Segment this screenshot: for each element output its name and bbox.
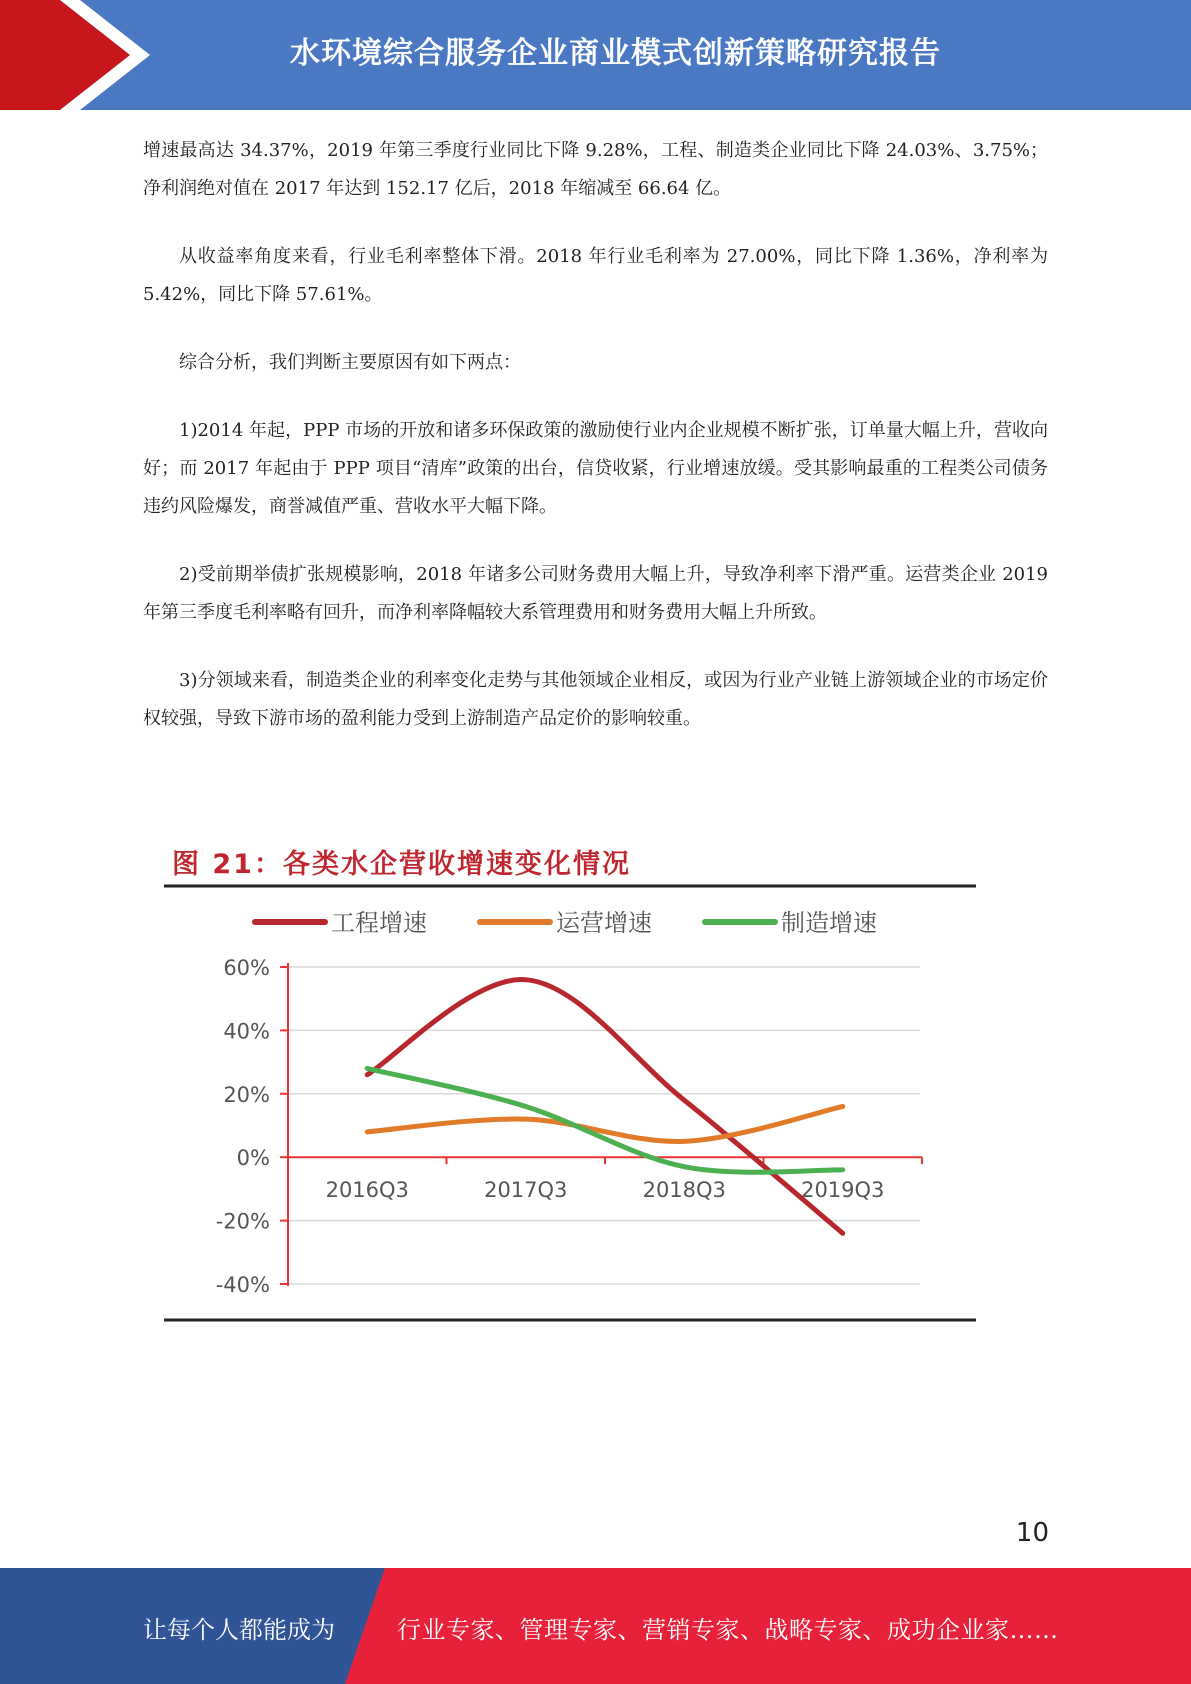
paragraph: 2)受前期举债扩张规模影响，2018 年诸多公司财务费用大幅上升，导致净利率下滑严重。运营类企业 2019 年第三季度毛利率略有回升，而净利率降幅较大系管理费用和财务费用大幅上升所致。 — [143, 564, 1048, 623]
page-number: 10 — [1015, 1518, 1049, 1548]
y-tick-label: 20% — [223, 1082, 270, 1107]
legend-label: 运营增速 — [556, 909, 652, 937]
y-tick-label: 60% — [223, 956, 270, 980]
paragraph: 增速最高达 34.37%，2019 年第三季度行业同比下降 9.28%，工程、制造类企业同比下降 24.03%、3.75%；净利润绝对值在 2017 年达到 152.17 亿后，2018 年缩减至 66.64 亿。 — [143, 140, 1048, 199]
series-line — [367, 980, 843, 1234]
y-tick-label: -40% — [215, 1273, 270, 1297]
report-body — [143, 132, 1048, 768]
footer-slogan-right: 行业专家、管理专家、营销专家、战略专家、成功企业家…… — [397, 1616, 1059, 1644]
x-tick-label: 2017Q3 — [484, 1178, 568, 1203]
page-header — [0, 0, 1191, 110]
paragraph: 从收益率角度来看，行业毛利率整体下滑。2018 年行业毛利率为 27.00%，同比下降 1.36%，净利率为 5.42%，同比下降 57.61%。 — [143, 246, 1048, 305]
header-title: 水环境综合服务企业商业模式创新策略研究报告 — [290, 36, 941, 71]
x-tick-label: 2019Q3 — [801, 1178, 885, 1203]
header-arrow-decoration — [0, 0, 200, 110]
chart-title: 图 21：各类水企营收增速变化情况 — [172, 849, 631, 880]
y-tick-label: 40% — [223, 1019, 270, 1044]
x-tick-label: 2016Q3 — [325, 1178, 409, 1203]
figure-21 — [160, 842, 980, 1327]
page-footer — [0, 1568, 1191, 1684]
footer-slogan-left: 让每个人都能成为 — [143, 1616, 335, 1644]
paragraph: 1)2014 年起，PPP 市场的开放和诸多环保政策的激励使行业内企业规模不断扩张，订单量大幅上升，营收向好；而 2017 年起由于 PPP 项目“清库”政策的出台，信贷收紧，行业增速放缓。受其影响最重的工程类公司债务违约风险爆发，商誉减值严重、营收水平大幅下降。 — [143, 420, 1048, 517]
revenue-growth-line-chart — [160, 842, 980, 1327]
x-tick-label: 2018Q3 — [642, 1178, 726, 1203]
paragraph: 3)分领域来看，制造类企业的利率变化走势与其他领域企业相反，或因为行业产业链上游领域企业的市场定价权较强，导致下游市场的盈利能力受到上游制造产品定价的影响较重。 — [143, 670, 1048, 729]
y-tick-label: 0% — [236, 1146, 270, 1171]
paragraph: 综合分析，我们判断主要原因有如下两点： — [179, 352, 521, 373]
y-tick-label: -20% — [215, 1209, 270, 1234]
legend-label: 工程增速 — [331, 909, 427, 937]
legend-label: 制造增速 — [781, 909, 877, 937]
